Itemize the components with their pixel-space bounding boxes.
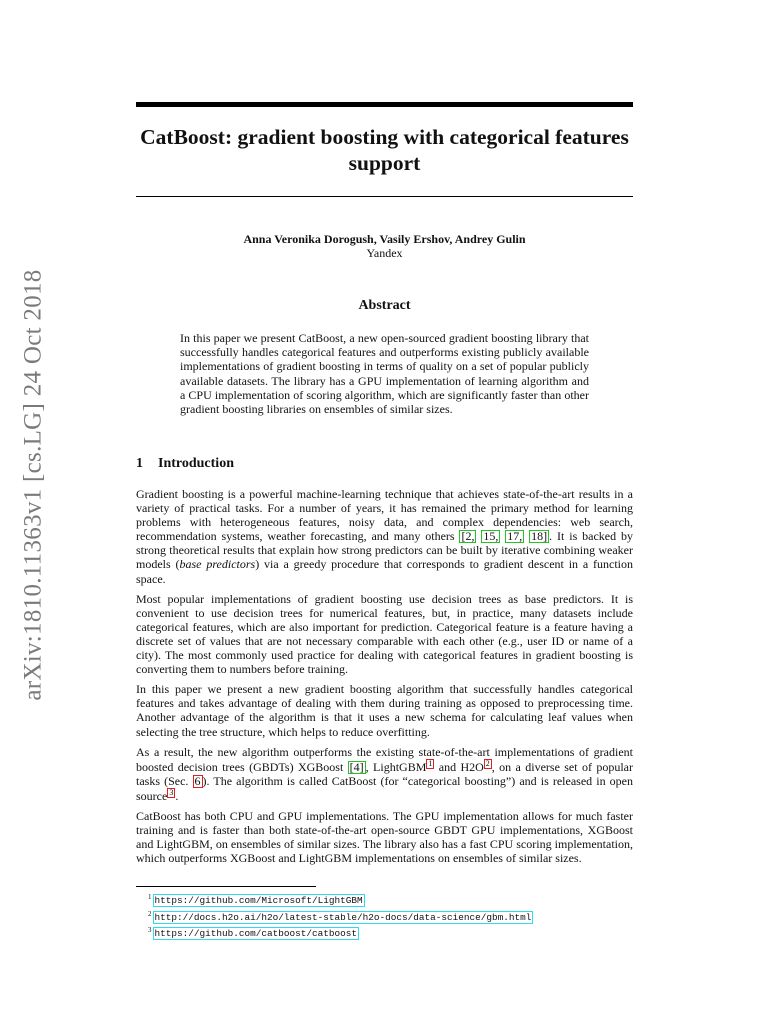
- footnote-marker[interactable]: 2: [485, 758, 490, 768]
- paragraph-2: Most popular implementations of gradient boosting use decision trees as base predictors. It is convenient to use decision trees for numerical features, but, in practice, many datasets include categorical features, which are also important for prediction. Categorical feature is a feature having a discrete set of values that are not necessary comparable with each other (e.g., user ID or name of a city). The most commonly used practice for dealing with categorical features in gradient boosting is converting them to numbers before training.: [136, 591, 633, 677]
- title-top-rule: [136, 102, 633, 107]
- paragraph-4: [136, 745, 633, 803]
- paragraph-text: , LightGBM: [365, 759, 427, 774]
- paper-title: [136, 124, 633, 176]
- author-block: [136, 232, 633, 260]
- section-number: 1: [136, 456, 143, 471]
- arxiv-identifier[interactable]: arXiv:1810.11363v1 [cs.LG] 24 Oct 2018: [20, 269, 47, 701]
- paragraph-5: CatBoost has both CPU and GPU implementations. The GPU implementation allows for much faster training and is faster than both state-of-the-art open-source GBDT GPU implementations, XGBoost and LightGBM, on ensembles of similar sizes. The library also has a fast CPU scoring implementation, which outperforms XGBoost and LightGBM implementations on ensembles of similar sizes.: [136, 808, 633, 866]
- footnote: [148, 908, 618, 925]
- footnotes: [148, 891, 618, 941]
- section-reference-link[interactable]: 6: [194, 773, 201, 788]
- paragraph-text: ) via a greedy procedure that corresponds to gradient descent in a function space.: [136, 557, 633, 586]
- citation-link[interactable]: 17,: [507, 529, 523, 544]
- footnote-number: 2: [148, 909, 152, 918]
- title-line-2: support: [348, 151, 421, 175]
- footnote-url-link[interactable]: https://github.com/Microsoft/LightGBM: [154, 895, 363, 906]
- title-bottom-rule: [136, 196, 633, 197]
- section-heading-introduction: [136, 456, 633, 472]
- abstract-text: In this paper we present CatBoost, a new open-sourced gradient boosting library that successfully handles categorical features and outperforms existing publicly available implementations of gradient boosting in terms of quality on a set of popular publicly available datasets. The library has a GPU implementation of learning algorithm and a CPU implementation of scoring algorithm, which are significantly faster than other gradient boosting libraries on ensembles of similar sizes.: [180, 331, 589, 417]
- paragraph-text: Gradient boosting is a powerful machine-learning technique that achieves state-of-the-art results in a variety of practical tasks. For a number of years, it has remained the primary method for learning problems with heterogeneous features, noisy data, and complex dependencies: web search, recommendation systems, weather forecasting, and many others: [136, 487, 633, 544]
- footnote-marker[interactable]: 3: [169, 787, 174, 797]
- emphasis-text: base predictors: [179, 557, 256, 572]
- paragraph-text: and H2O: [434, 759, 484, 774]
- footnote-rule: [136, 886, 316, 887]
- footnote-url-link[interactable]: http://docs.h2o.ai/h2o/latest-stable/h2o-docs/data-science/gbm.html: [154, 911, 532, 923]
- paragraph-text: . It is backed by strong theoretical results that explain how strong predictors can be built by iterative combining weaker models (: [136, 529, 634, 572]
- citation-link[interactable]: 15,: [483, 529, 499, 544]
- footnote: [148, 924, 618, 941]
- citation-link[interactable]: [4]: [349, 759, 364, 774]
- author-affiliation: Yandex: [366, 246, 403, 260]
- footnote: [148, 891, 618, 908]
- paragraph-text: .: [175, 788, 179, 803]
- section-title: Introduction: [158, 456, 234, 471]
- author-names: Anna Veronika Dorogush, Vasily Ershov, Andrey Gulin: [243, 232, 526, 246]
- introduction-body: [136, 487, 633, 871]
- arxiv-stamp: [18, 270, 50, 700]
- title-line-1: CatBoost: gradient boosting with categorical features: [140, 125, 629, 149]
- citation-link[interactable]: [2,: [461, 529, 475, 544]
- paragraph-text: ). The algorithm is called CatBoost (for “categorical boosting”) and is released in open source: [136, 773, 633, 803]
- paragraph-1: [136, 487, 633, 586]
- footnote-url-link[interactable]: https://github.com/catboost/catboost: [154, 928, 358, 939]
- paragraph-text: As a result, the new algorithm outperforms the existing state-of-the-art implementations of gradient boosted decision trees (GBDTs) XGBoost: [136, 744, 633, 774]
- footnote-number: 3: [148, 926, 152, 934]
- abstract-heading: Abstract: [358, 298, 411, 313]
- footnote-number: 1: [148, 893, 152, 901]
- footnote-marker[interactable]: 1: [428, 758, 433, 768]
- citation-link[interactable]: 18]: [531, 529, 548, 544]
- paragraph-text: , on a diverse set of popular tasks (Sec.: [136, 759, 633, 788]
- paragraph-3: In this paper we present a new gradient boosting algorithm that successfully handles categorical features and takes advantage of dealing with them during training as opposed to preprocessing time. Another advantage of the algorithm is that it uses a new schema for calculating leaf values when selecting the tree structure, which helps to reduce overfitting.: [136, 682, 633, 739]
